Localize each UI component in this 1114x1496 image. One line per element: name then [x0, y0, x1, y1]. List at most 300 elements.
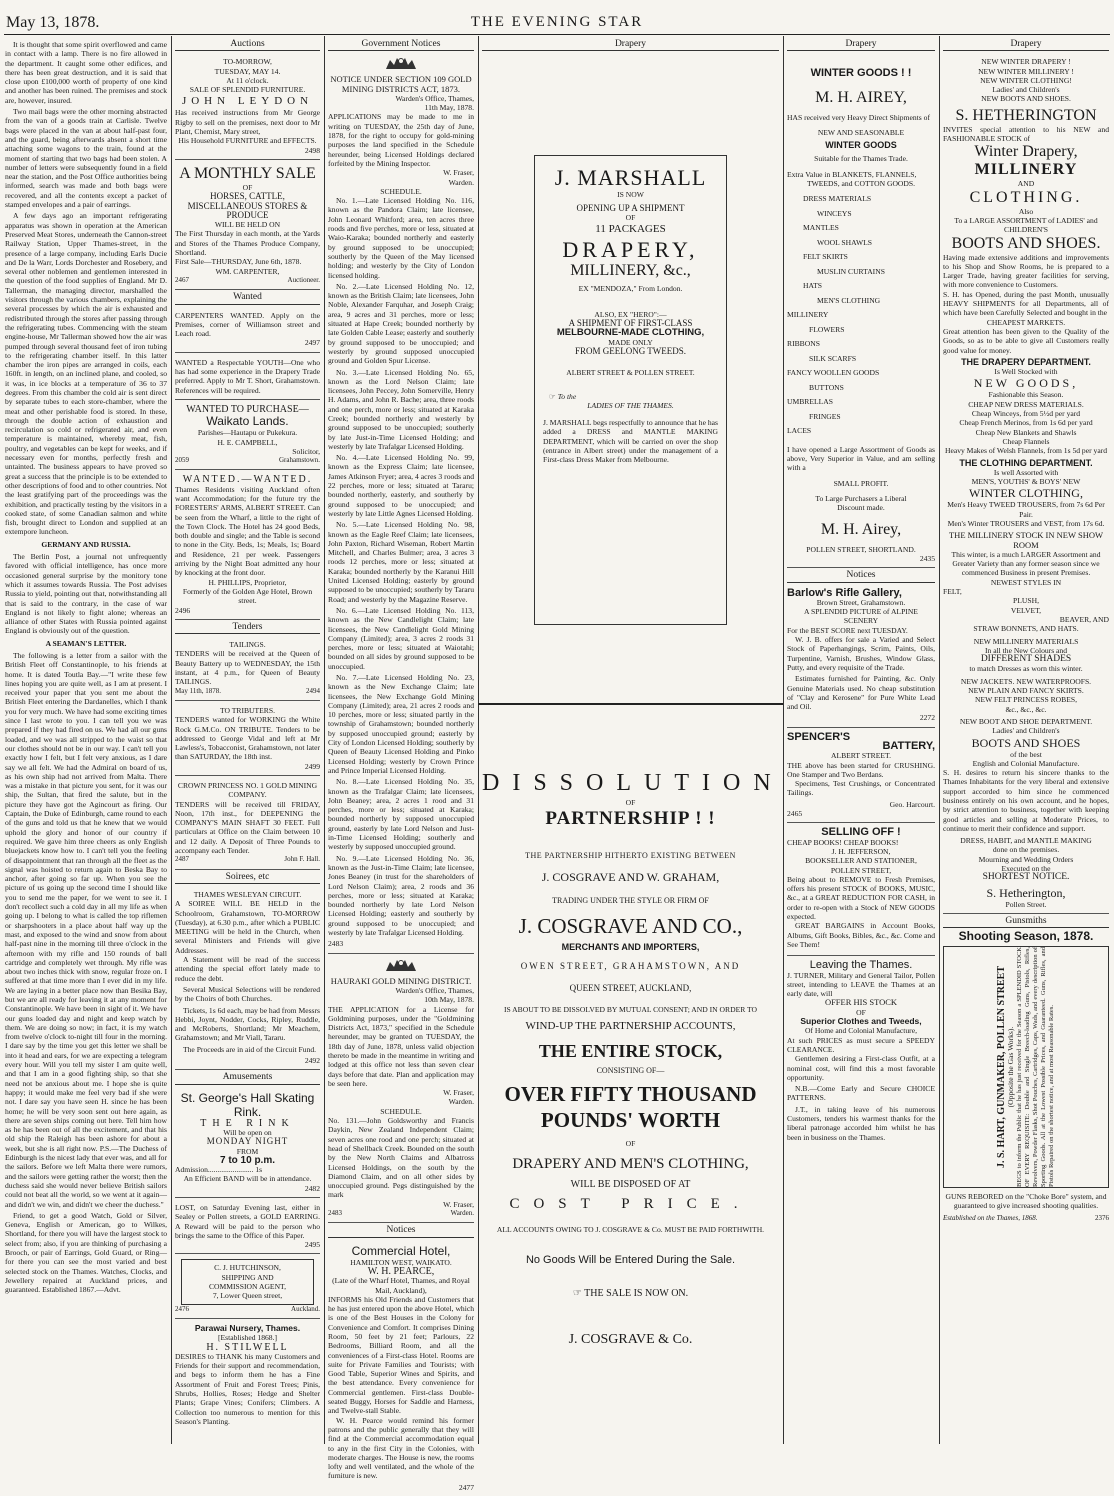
ad-line: BOOKSELLER AND STATIONER, — [805, 856, 917, 866]
royal-crest-icon — [384, 55, 418, 71]
goods-item: UMBRELLAS — [787, 397, 833, 407]
ad-body: I have opened a Large Assortment of Goods as above, Very Superior in Value, and am selling with a — [787, 444, 935, 473]
auction-line: SALE OF SPLENDID FURNITURE. — [189, 85, 306, 95]
ad-signature: John F. Hall. — [284, 855, 320, 864]
ad-line: An Efficient BAND will be in attendance. — [183, 1174, 312, 1184]
goods-item: MANTLES — [803, 223, 839, 233]
news-paragraph: The Berlin Post, a journal not unfrequently favored with official intelligence, has once more occasioned general surprise by the monitory tone which it assumes towards Russia. The Post advises Russia to yield, pointing out that, notwithstanding all that is said to the contrary, in the case of war England is not likely to fight alone; whereas an alliance of other States with Russia pointed against England is obviously out of the question. — [5, 552, 167, 636]
ad-line: LADIES OF THE THAMES. — [587, 400, 674, 410]
ad-line: CONSISTING OF— — [596, 1065, 665, 1075]
schedule-heading: SCHEDULE. — [380, 186, 422, 196]
ad-body: Specimens, Test Crushings, or Concentrated Tailings. — [787, 779, 935, 798]
section-heading-auctions: Auctions — [175, 40, 320, 51]
ad-body: Estimates furnished for Painting, &c. Only Genuine Materials used. No cheap substitution of "Clay and Kerosene" for Pure White Lead and Oil. — [787, 674, 935, 712]
ad-line: CHEAP BOOKS! CHEAP BOOKS! — [787, 837, 899, 847]
ad-body: TENDERS will be received at the Queen of Beauty Battery up to WEDNESDAY, the 15th instant, at 4 p.m., for Queen of Beauty TAILINGS. — [175, 649, 320, 687]
section-heading-soirees: Soirees, etc — [175, 873, 320, 884]
ad-title: CROWN PRINCESS NO. 1 GOLD MINING COMPANY. — [177, 781, 318, 800]
ad-line: Ladies' and Children's — [992, 85, 1060, 95]
ad-line: PLUSH, — [1013, 596, 1039, 606]
ad-title: CLOTHING. — [969, 188, 1083, 206]
ad-line: NEW AND SEASONABLE — [817, 127, 905, 137]
ad-body: This winter, is a much LARGER Assortment and Greater Variety than any former season since we commenced Business in present Premises. — [951, 549, 1101, 578]
ad-line: OFFER HIS STOCK — [824, 997, 898, 1008]
ad-line: OF — [242, 182, 253, 192]
ad-number: 2477 — [458, 1482, 474, 1492]
pointing-hand-icon: ☞ — [572, 1288, 585, 1300]
section-heading-notices: Notices — [328, 1226, 474, 1237]
ad-number: 2497 — [304, 338, 320, 348]
goods-list — [787, 192, 935, 439]
card-line: COMMISSION AGENT, — [208, 1282, 287, 1292]
ad-signature: H. STILWELL — [206, 1341, 289, 1353]
ad-line: Superior Clothes and Tweeds, — [800, 1016, 922, 1027]
ad-line: Is well Assorted with — [993, 467, 1059, 477]
ad-body: Thames Residents visiting Auckland often want Accommodation; for the future try the FORESTERS' ARMS, ALBERT STREET. Can be seen from the Wharf, a little to the right of the Town Clock. The Hotel has 24 good Beds, both double and single; and the Table is second to none in the City. Beds, 1s; Meals, 1s; Board and Residence, 21 per week. Passengers arriving by the Night Boat admitted any hour by knocking at the front door. — [175, 484, 320, 578]
ad-title: Parawai Nursery, Thames. — [194, 1322, 301, 1333]
sale-now-row — [482, 1289, 779, 1298]
ad-title: St. George's Hall Skating Rink. — [180, 1090, 315, 1119]
ad-title: J. S. HART, GUNMAKER, POLLEN STREET — [996, 965, 1007, 1168]
ad-line: Mourning and Wedding Orders — [978, 854, 1074, 864]
news-paragraphs — [5, 651, 167, 1294]
schedule-item: No. 8.—Late Licensed Holding No. 35, known as the Trafalgar Claim; late licensees, John Beaney; area, 2 acres 1 rood and 31 perches, more or less; situated at Karaka; bounded northerly by supposed unoccupied ground, easterly by late Lord Nelson and Just-in-Time Licensed Holding; southerly and westerly by supposed unoccupied ground. — [328, 777, 474, 852]
auctioneer-name: JOHN LEYDON — [181, 95, 314, 108]
schedule-item: No. 7.—Late Licensed Holding No. 23, known as the New Exchange Claim; late licensees, the New Exchange Gold Mining Company (Limited); area, 21 acres 2 roods and 10 perches, more or less; situated partly in the township of Grahamstown; bounded northerly by supposed unoccupied ground; easterly by City of London Licensed Holding; southerly by Queen of Beauty Licensed Holding and Pinko Licensed Holding; westerly by Crown Prince and Prince Imperial Licensed Holding. — [328, 673, 474, 775]
ad-body: LOST, on Saturday Evening last, either in Sealey or Pollen streets, a GOLD EARRING. A Reward will be paid to the person who brings the same to the Office of this Paper. — [175, 1202, 320, 1240]
goods-item: BUTTONS — [809, 382, 844, 392]
issue-date: May 13, 1878. — [6, 14, 100, 31]
section-heading-notices: Notices — [787, 571, 935, 582]
ad-body: W. J. B. offers for sale a Varied and Select Stock of Paperhangings, Scrim, Paints, Oils, Turpentine, Varnish, Brushes, Window Glass, Putty, and every requisite of the Trade. — [787, 635, 935, 672]
ad-title: SELLING OFF ! — [821, 826, 901, 839]
ad-title: NEW GOODS, — [973, 376, 1079, 391]
ad-body: APPLICATIONS may be made to me in writing on TUESDAY, the 25th day of June, 1878, for the right to occupy for gold-mining purposes the land specified in the Schedule hereunder, being Licensed Holdings declared forfeited by the Mining Inspector. — [328, 112, 474, 168]
ad-title: Leaving the Thames. — [809, 959, 913, 972]
notices-column — [328, 39, 474, 1492]
ad-title: BOOTS AND SHOES — [971, 735, 1081, 750]
ad-body: GUNS REBORED on the "Choke Bore" system, and guaranteed to give increased shooting qualities. — [945, 1191, 1107, 1210]
rotated-ad-text — [997, 947, 1055, 1187]
ad-signature: M. H. Airey, — [820, 520, 902, 538]
ad-line: ALL ACCOUNTS OWING TO J. COSGRAVE & Co. MUST BE PAID FORTHWITH. — [496, 1224, 765, 1234]
goods-item: WINCEYS — [817, 208, 852, 218]
section-rule — [478, 703, 783, 705]
ad-line: Parishes—Hautapu or Pukekura. — [197, 428, 298, 438]
ad-line: NEW FELT PRINCESS ROBES, — [975, 695, 1077, 705]
ad-line: OF — [625, 798, 636, 807]
ad-line: ALBERT STREET. — [830, 751, 891, 761]
schedule-heading: SCHEDULE. — [380, 1106, 422, 1116]
ad-line: (Late of the Wharf Hotel, Thames, and Royal Mail, Auckland), — [332, 1276, 470, 1295]
ad-line: THE RINK — [200, 1117, 295, 1129]
ad-title: BATTERY, — [882, 740, 935, 752]
ad-title: J. COSGRAVE AND CO., — [518, 914, 743, 939]
ad-line: 11 PACKAGES — [595, 223, 666, 236]
ad-body: Several Musical Selections will be rendered by the Choirs of both Churches. — [175, 984, 320, 1004]
ad-title: PARTNERSHIP ! ! — [545, 808, 716, 830]
ad-line: OF — [856, 1007, 866, 1017]
ad-body: A Statement will be read of the success attending the special effort lately made to reduce the debt. — [175, 955, 320, 983]
ad-line: STRAW BONNETS, AND HATS. — [973, 624, 1079, 634]
ad-signature: H. PHILLIPS, Proprietor, — [208, 577, 287, 587]
business-card — [175, 1257, 320, 1318]
tender-ad — [175, 779, 320, 870]
rifle-gallery-ad — [787, 587, 935, 728]
soiree-ad — [175, 888, 320, 1070]
ad-line: To a LARGE ASSORTMENT of LADIES' and CHILDREN'S — [954, 215, 1098, 235]
ad-body: GREAT BARGAINS in Account Books, Albums, Gift Books, Bibles, &c., &c. Come and See Them! — [787, 921, 935, 949]
ad-line: Established on the Thames, 1868. — [943, 1214, 1038, 1223]
masthead-rule — [4, 34, 1110, 35]
ad-body: TENDERS will be received till FRIDAY, Noon, 17th inst., for DEEPENING the COMPANY'S MAIN SHAFT 30 FEET. Full particulars at Office on the Claim between 10 and 12 daily. A Deposit of Three Pounds to accompany each Tender. — [175, 799, 320, 856]
ad-title: COST PRICE. — [509, 1195, 752, 1212]
royal-crest-icon — [384, 957, 418, 973]
marshall-column — [482, 40, 779, 700]
schedule-item: No. 3.—Late Licensed Holding No. 65, known as the Lord Nelson Claim; late licensees, John Peccey, John Somerville, Henry H. Adams, and John R. Bache; area, three roods and one perch, more or less; situated at Karaka Creek; bounded northerly and westerly by ground supposed to be unoccupied; southerly by late Just-in-Time Licensed Holding; and westerly by late Trafalgar Licensed Holding. — [328, 367, 474, 451]
ad-line: HAMILTON WEST, WAIKATO. — [350, 1257, 452, 1267]
ad-line: IS ABOUT TO BE DISSOLVED BY MUTUAL CONSENT; AND IN ORDER TO — [503, 1005, 758, 1015]
ad-line: MELBOURNE-MADE CLOTHING, — [556, 327, 705, 339]
news-heading-seaman: A SEAMAN'S LETTER. — [45, 638, 127, 648]
goods-item: MUSLIN CURTAINS — [817, 266, 885, 276]
ad-line: ALSO, EX "HERO":— — [594, 309, 667, 319]
ad-line: For the BEST SCORE next TUESDAY. — [787, 625, 908, 635]
schedule-item: No. 1.—Late Licensed Holding No. 116, known as the Pandora Claim; late licensee, John Leonard Whitford; area, ten acres three roods and five perches, more or less, situated at Waio-Karaka; bounded northerly and easterly by ground supposed to be unoccupied; southerly by the Queen of the May licensed holding; and westerly by the City of London licensed holding. — [328, 196, 474, 280]
ad-title: Barlow's Rifle Gallery, — [787, 586, 902, 599]
airey-column — [787, 40, 935, 1440]
gunsmith-ad — [943, 929, 1109, 1223]
ad-body: Being about to REMOVE to Fresh Premises, offers his present STOCK of BOOKS, MUSIC, &c., at a GREAT REDUCTION FOR CASH, in order to re-open with a Stock of NEW GOODS expected. — [787, 874, 935, 922]
cheap-goods-item: Heavy Makes of Welsh Flannels, from 1s 5d per yard — [944, 446, 1108, 456]
ad-title: Shooting Season, 1878. — [958, 929, 1094, 944]
news-paragraph: Two mail bags were the other morning abstracted from the van of a goods train at Carlisle. Twelve bags were placed in the van at about half-past four, and the guard, being afterwards absent a short time attaching some wagons to the train, found at the moment of starting that two bags had been stolen. A number of letters were subsequently found in a field near the station, and the Post Office authorities being informed, search was made and both bags were recovered, and all the contents except a packet of stamped envelopes and a pair of earrings. — [5, 107, 167, 210]
ad-line: NEW WINTER MILLINERY ! — [978, 66, 1074, 76]
ad-body: THE above has been started for CRUSHING. One Stamper and Two Berdans. — [787, 760, 935, 779]
ad-number: 2376 — [1095, 1214, 1109, 1223]
ad-line: Suitable for the Thames Trade. — [814, 154, 908, 164]
ad-title: THE CLOTHING DEPARTMENT. — [959, 457, 1093, 468]
ad-line: THE SALE IS NOW ON. — [584, 1288, 689, 1300]
ad-line: of the best — [1010, 749, 1042, 759]
ad-body: BEGS to inform the Public that he has just received for the Season a SPLENDID STOCK OF EVERY REQUISITE: Double and Single Breech-loading Guns, Pistols, Rifles, Revolvers, Powder Flasks, Shot Pouches, Cartridges, Caps, Wads, and every description of Sporting Goods. All at the Lowest Possible Prices, and Guaranteed. Guns, Rifles, and Pistols Repaired on the shortest notice, and at most Reasonable Rates. — [1015, 946, 1055, 1187]
card-name: C. J. HUTCHINSON, — [214, 1263, 281, 1273]
auction-line: TUESDAY, MAY 14. — [214, 66, 281, 76]
ad-title: TO TRIBUTERS. — [220, 705, 275, 715]
news-heading-germany: GERMANY AND RUSSIA. — [41, 539, 131, 549]
ad-signature: WM. CARPENTER, — [215, 266, 280, 276]
ad-number: 2059 — [175, 456, 189, 465]
auction-body: Has received instructions from Mr George Rigby to sell on the premises, next door to Mr Plant, Chemist, Mary street, — [175, 108, 320, 137]
ad-number: 2492 — [304, 1056, 320, 1066]
section-heading-gunsmiths: Gunsmiths — [943, 917, 1109, 928]
goods-item: MEN'S CLOTHING — [817, 295, 881, 305]
ad-line: 11th May, 1878. — [424, 103, 474, 113]
ad-line: POLLEN STREET, — [830, 865, 892, 875]
cosgrave-ad — [482, 708, 784, 1443]
ad-line: TRADING UNDER THE STYLE OR FIRM OF — [552, 895, 709, 905]
goods-item: FANCY WOOLLEN GOODS — [787, 368, 880, 378]
auction-line: At 11 o'clock. — [226, 75, 269, 85]
ad-body: INVITES special attention to his NEW and FASHIONABLE STOCK of — [943, 124, 1109, 144]
news-paragraph: Friend, to get a good Watch, Gold or Silver, Geneva, English or American, go to Wilkes, Shortland, for there you will have the largest stock to select from; also, if you are thinking of purchasing a Brooch, or pair of Earrings, Gold Guard, or Ring—for there you can see the most varied and best selected stock on the Thames. Watches, Clocks, and Jewellery repaired at Auckland prices, and guaranteed. Established 1867.—Advt. — [5, 1210, 167, 1295]
ad-role: Auctioneer. — [287, 275, 320, 284]
marshall-ad — [534, 155, 727, 625]
news-paragraph: It is thought that some spirit overflowed and came in contact with a lamp. There is no fire allowed in the department. It caught some other edifices, and there has been great destruction, and it is said that close upon £100,000 worth of property of one kind and another has been ruined. The premises and stock are, however, insured. — [5, 40, 167, 105]
ad-number: 2483 — [328, 939, 344, 949]
ad-line: TWEEDS, and COTTON GOODS. — [806, 179, 916, 189]
ad-line: (Opposite the Gas Works). — [1006, 1026, 1016, 1107]
ad-line: Discount made. — [837, 503, 885, 513]
ad-title: THE ENTIRE STOCK, — [538, 1040, 723, 1061]
ad-number: 2435 — [919, 553, 935, 563]
ad-number: 2494 — [306, 686, 320, 695]
ad-line: Warden's Office, Thames, — [395, 985, 474, 995]
masthead — [0, 0, 1114, 34]
ad-line: Of Home and Colonial Manufacture, — [805, 1026, 917, 1036]
ad-body: First Sale—THURSDAY, June 6th, 1878. — [175, 257, 302, 267]
news-column — [5, 40, 167, 1440]
ad-line: CHEAPEST MARKETS. — [986, 317, 1066, 327]
monthly-sale-ad — [175, 163, 320, 290]
ad-number: 2465 — [787, 809, 803, 819]
ad-date: May 11th, 1878. — [175, 686, 222, 695]
ad-body: INFORMS his Old Friends and Customers that he has just entered upon the above Hotel, which is one of the Best Houses in the Colony for Convenience and Comfort. It comprises Dining Room, 50 feet by 21 feet; Parlours, 22 Bedrooms, Billiard Room, and all the conveniences of a First-class Hotel. Rooms are suite for Private Families and Tourists; with Good Table, Superior Wines and Spirits, and the best attendance. Every convenience for Commercial gentlemen. First-class Double-seated Buggy, Horses for Saddle and Harness, and Twelve-stall Stable. — [328, 1294, 474, 1416]
ad-line: ALBERT STREET & POLLEN STREET. — [566, 368, 695, 378]
ad-body: CARPENTERS WANTED. Apply on the Premises, corner of Williamson street and Leach road. — [175, 310, 320, 339]
ad-signature: Geo. Harcourt. — [889, 799, 935, 809]
ad-line: POLLEN STREET, SHORTLAND. — [806, 544, 916, 554]
ad-line: OF — [625, 212, 636, 222]
ad-body: DESIRES to THANK his many Customers and Friends for their support and recommendation, and begs to inform them he has a Fine Assortment of Fruit and Forest Trees; Pinis, Shrubs, Hollies, Roses; Hedge and Shelter Plants; Grape Vines; Conifers; Climbers. A Collection too numerous to mention for this Season's Planting. — [175, 1351, 320, 1426]
ad-signature: S. Hetherington, — [986, 885, 1066, 900]
ad-title: HAURAKI GOLD MINING DISTRICT. — [330, 975, 472, 986]
ad-line: FROM GEELONG TWEEDS. — [574, 345, 687, 356]
section-heading-drapery: Drapery — [943, 40, 1109, 51]
goods-item: RIBBONS — [787, 339, 820, 349]
ad-line: A SPLENDID PICTURE of ALPINE SCENERY — [804, 607, 918, 626]
pointing-hand-icon: ☞ — [549, 391, 558, 401]
ad-line: MEN'S, YOUTHS' & BOYS' NEW — [971, 477, 1081, 487]
ad-line: &c., &c., &c. — [1005, 704, 1047, 714]
ad-signature: W. H. PEARCE, — [367, 1265, 435, 1277]
ad-title: MILLINERY — [974, 161, 1078, 179]
warden-notice — [328, 73, 474, 953]
ad-line: NEW WINTER CLOTHING! — [980, 75, 1072, 85]
ad-title: WINTER CLOTHING, — [969, 486, 1083, 501]
cheap-goods-list — [943, 400, 1109, 456]
ad-number: 2483 — [328, 1209, 342, 1218]
ad-number: 2499 — [304, 761, 320, 771]
ad-line: MONDAY NIGHT — [206, 1136, 289, 1147]
column-rule — [783, 36, 784, 1444]
ad-line: WILL BE HELD ON — [214, 220, 281, 230]
ad-body: Tickets, 1s 6d each, may be had from Messrs Hebbi, Joynt, Nodder, Cocks, Ripley, Ruddle, and McRoberts, Shortland; Mr Meachem, Grahamstown; and Mr Viall, Tararu. — [175, 1005, 320, 1043]
ad-number: 2496 — [175, 605, 191, 615]
ad-line: DRESS, HABIT, and MANTLE MAKING — [960, 836, 1092, 846]
ad-line: DIFFERENT SHADES — [980, 654, 1072, 665]
ad-body: S. H. has Opened, during the past Month, unusually HEAVY SHIPMENTS for all Departments, all of which have been Carefully Selected and bought in the — [943, 289, 1109, 318]
ad-body: The Proceeds are in aid of the Circuit Fund. — [183, 1044, 317, 1054]
ad-role: Warden. — [448, 1097, 474, 1107]
ad-title: SPENCER'S — [787, 730, 851, 743]
wanted-ad — [175, 403, 320, 470]
ad-body: N.B.—Come Early and Secure CHOICE PATTERNS. — [787, 1084, 935, 1103]
ads-column — [175, 40, 320, 1440]
ad-line: J. COSGRAVE AND W. GRAHAM, — [541, 869, 720, 884]
rotated-ad-box — [943, 946, 1109, 1188]
ad-role: Warden. — [450, 1209, 474, 1218]
cheap-goods-item: Cheap New Blankets and Shawls — [975, 427, 1077, 437]
tender-ad — [175, 638, 320, 701]
ad-line: FELT, — [943, 587, 962, 597]
card-line: SHIPPING AND — [221, 1272, 274, 1282]
bookseller-ad — [787, 826, 935, 956]
news-paragraph: The following is a letter from a sailor with the British Fleet off Constantinople, to his friends at home. It is dated Toutla Bay.—"I write these few lines hoping you are quite well, as I am at present. I received your paper that you sent me about the British Fleet entering the Dardanelles, which I thank you for very much. We have had some exciting times since I last wrote to you. I can tell you we was prepared if they had fired on us. We had all our guns loaded, and we was all stripped to the waist so that our clothes should not be in our way. I can't tell you exactly how I felt, but I felt very anxious, as I dare say we all felt. We had the Admiral on board of us, as his own ship had not arrived from Malta. There was a mistake in that picture you sent, for it was our ship, the Sultan, that fired the salute, but in the picture they have got the Agincourt as firing. Our Captain, the Duke of Edinburgh, came round to each of the guns and told us that he knew that we would uphold the glory and honor of our country if required. We gave him three cheers as only English bluejackets know how to. I can't tell you the feeling of disappointment that ran through all the fleet as the signal was hoisted to return again to Beska Bay to anchor, after going so far up. When you see the picture of us going up the second time I should like you to send me the paper, for we went to see it. I don't recollect such a cold day in all my life as when going up. I belong to what is called the top riflemen or sharpshooters in a place about half way up the mast, and exposed to the wind and snow from about half-past nine in the morning till three o'clock in the afternoon with my rifle and 150 rounds of ball cartridge and completely wet through. My rifle was about two inches thick with snow, regular froze on. I suffered at that time more than I ever did in my life. We are laying in a better place now than Besika Bay, but we are all ready for leaving it at any moment for Constantinople. We have been in sight of it. We have our guns loaded day and night and keep watch by them. We are doing so now; in fact, it is my watch from twelve o'clock to-night till four in the morning. I dare say by the time you get this letter we shall be into it head and ears, for we are expecting a telegram every hour. Will you tell my sister I am quite well, and that I am in a good fighting ship, so that she need not be anxious about me. I hope she is quite happy; it would make me feel very bad if she were not. I dare say you have seen H. since he has been home; he will be very soon sent out here again, as there are seven ships coming out here. Tell him how as he has been out of all the excitement, and that his old ship the Raleigh has been ashore for about a week, but she is all right now. P.S.—The Duchess of Edinburgh is the nicest lady that ever was, and all for the sailors. Before we left Malta there were rumors, and the sailors were getting rather the worst; then the duchess said she would never believe British sailors could not beat all the world, so we went at it again—and didn't we win, and didn't we cheer the duchess." — [5, 651, 167, 1209]
news-paragraph: A few days ago an important refrigerating apparatus was shown in operation at the American Preserved Meat Stores, underneath the Cannon-street Railway Station, Upper Thames-street, in the presence of a large company, including Earls Ducie and De la Warr, Lords Dorchester and Rosebery, and several other noblemen and gentlemen interested in the question of the food supplies of England. Mr D. Tallerman, the managing director, marshalled the visitors through the various chambers, explaining the several processes by which the air is exhausted and redistributed through the stores after passing through the refrigerating tubes. Commencing with the steam engine-house, Mr Tallerman showed how the air was pumped through several thousand feet of iron tubing to the refrigerating chamber itself. In this latter chamber the iron pipes are arranged in coils, each 160ft. in length, on an inclined plane, and cooled, so it was, in ice blocks at a temperature of 36 to 37 degrees. From this chamber the cold air is sent direct by separate tubes to each store-chamber, where the meat and other perishable food is stored. In these, through the double action of exhaustion and recirculation so cold or refrigerated air, and even temperature is maintained, whereby meat, fish, poultry, and vegetables can be kept for weeks, and if necessary even for months, perfectly fresh and untainted. The business appears to have proved so great a success that the principle is to be extended to other descriptions of food and to other countries. Not the least gratifying part of the proceedings was the exhibition, and practically testing by the visitors in a cooked state, of some Canadian salmon and white fish, brought direct to London and supplied at an extempore luncheon. — [5, 211, 167, 537]
ad-line: A SHIPMENT OF FIRST-CLASS — [568, 318, 693, 329]
ad-title: WANTED.—WANTED. — [182, 474, 313, 486]
ad-line: Men's Heavy TWEED TROUSERS, from 7s 6d Per Pair. — [947, 500, 1105, 519]
goods-item: WOOL SHAWLS — [817, 237, 873, 247]
ad-number: 2498 — [304, 145, 320, 155]
ad-body: J. TURNER, Military and General Tailor, Pollen street, intending to LEAVE the Thames at an early date, will — [787, 970, 935, 999]
ad-signature: H. E. CAMPBELL, — [217, 437, 278, 447]
ad-title: MILLINERY, &c., — [570, 262, 691, 280]
schedule-item: No. 6.—Late Licensed Holding No. 113, known as the New Candlelight Claim; late licensees, the New Candlelight Gold Mining Company (Limited); area, 3 acres 2 roods 31 perches, more or less; situated at Waiotahi; bounded on all sides by ground supposed to be unoccupied. — [328, 605, 474, 671]
ad-line: To the — [557, 391, 577, 401]
ad-line: Extra Value in BLANKETS, FLANNELS, — [787, 169, 917, 179]
ad-line: NEW BOOTS AND SHOES. — [981, 94, 1071, 104]
ad-line: In all the New Colours and — [984, 645, 1068, 655]
section-heading-tenders: Tenders — [175, 623, 320, 634]
card-city: Auckland. — [291, 1304, 320, 1313]
ad-signature: J. COSGRAVE & Co. — [568, 1331, 693, 1347]
ad-signature: W. Fraser, — [443, 168, 474, 178]
ad-line: Admission........................ 1s — [175, 1165, 263, 1175]
column-rule — [324, 36, 325, 1444]
ad-line: To Large Purchasers a Liberal — [815, 494, 907, 504]
ad-body: TENDERS wanted for WORKING the White Rock G.M.Co. ON TRIBUTE. Tenders to be addressed to George Vidal and left at Mr Lawless's, Tobacconist, Grahamstown, not later than SATURDAY, the 18th inst. — [175, 715, 320, 762]
column-rule — [939, 36, 940, 1444]
cheap-goods-item: CHEAP NEW DRESS MATERIALS. — [968, 399, 1084, 409]
ad-line: WIND-UP THE PARTNERSHIP ACCOUNTS, — [525, 1020, 736, 1033]
pointing-hand-row — [543, 392, 718, 401]
ad-number: 2467 — [175, 275, 189, 284]
tender-ad — [175, 704, 320, 776]
ad-body: Great attention has been given to the Quality of the Goods, so as to be able to give all Customers really good value for money. — [943, 326, 1109, 355]
ad-line: to match Dresses as worn this winter. — [969, 664, 1083, 674]
ad-line: NEW WINTER DRAPERY ! — [981, 57, 1071, 67]
ad-body: J.T., in taking leave of his numerous Customers, tenders his warmest thanks for the liberal patronage accorded him whilst he has been in business on the Thames. — [787, 1104, 935, 1142]
schedule-list — [328, 196, 474, 937]
ad-line: Ladies' and Children's — [992, 726, 1060, 736]
wanted-ad — [175, 309, 320, 353]
column-rule — [478, 36, 479, 1444]
ad-line: NEW PLAIN AND FANCY SKIRTS. — [968, 686, 1084, 696]
ad-title: BOOTS AND SHOES. — [951, 234, 1101, 252]
ad-role: Solicitor, — [292, 446, 320, 456]
section-heading-government: Government Notices — [328, 40, 474, 51]
ad-line: HORSES, CATTLE, MISCELLANEOUS STORES & PRODUCE — [187, 191, 308, 220]
ad-line: Brown Street, Grahamstown. — [816, 597, 906, 607]
ad-title: Commercial Hotel, — [351, 1243, 451, 1258]
lost-ad — [175, 1201, 320, 1254]
ad-line: Warden's Office, Thames, — [395, 93, 474, 103]
ad-title: M. H. AIREY, — [815, 88, 907, 106]
ad-line: Pollen Street. — [1005, 899, 1047, 909]
ad-line: EX "MENDOZA," From London. — [578, 284, 683, 294]
ad-line: NEWEST STYLES IN — [990, 577, 1062, 587]
newspaper-title: THE EVENING STAR — [470, 14, 644, 30]
auction-body: His Household FURNITURE and EFFECTS. — [178, 136, 317, 146]
ad-role: Warden. — [448, 177, 474, 187]
ad-line: Formerly of the Golden Age Hotel, Brown street. — [182, 586, 313, 606]
ad-body: S. H. desires to return his sincere thanks to the Thames Inhabitants for the very liberal and extensive support accorded to him since he commenced business entirely on his own account, and he hopes, by strict attention to business, together with keeping good articles and selling at Moderate Prices, to continue to merit their confidence and support. — [943, 768, 1109, 833]
ad-title: THE DRAPERY DEPARTMENT. — [961, 356, 1091, 367]
ad-line: Fashionable this Season. — [988, 390, 1064, 400]
ad-line: Will be open on — [223, 1127, 272, 1137]
ad-line: Executed on the — [1001, 864, 1051, 874]
battery-ad — [787, 731, 935, 824]
auction-line: TO-MORROW, — [223, 57, 272, 67]
ad-line: VELVET, — [1010, 605, 1042, 615]
ad-line: 10th May, 1878. — [424, 995, 474, 1005]
ad-title: DRAPERY AND MEN'S CLOTHING, — [512, 1156, 749, 1173]
ad-line: done on the premises. — [992, 845, 1060, 855]
ad-line: Men's Winter TROUSERS and VEST, from 17s 6d. — [947, 518, 1105, 528]
ad-title: J. MARSHALL — [554, 165, 707, 191]
ad-body: Having made extensive additions and improvements to his Shop and Show Rooms, he is prepared to a Larger Trade, having greater facilities for serving, with more convenience to Customers. — [943, 252, 1109, 290]
ad-body: W. H. Pearce would remind his former patrons and the public generally that they will find at the Commercial accommodation equal to any in the first City in the Colonies, with moderate charges. The House is new, the rooms lofty and well ventilated, and the whole of the furniture is new. — [328, 1415, 474, 1481]
tailor-ad — [787, 959, 935, 1148]
ad-line: OPENING UP A SHIPMENT — [576, 202, 685, 213]
card-line: 7, Lower Queen street, — [212, 1291, 283, 1301]
schedule-item: No. 5.—Late Licensed Holding No. 98, known as the Eagle Reef Claim; late licensees, John Paxton, Richard Wiseman, Robert Martin Mitchell, and Charles Bulmer; area, 3 acres 3 roods 12 perches, more or less; situated at Karaka; bounded northerly by the Karanui Hill United Licensed Holding; easterly by ground supposed to be unoccupied; southerly by Tararu Road; and westerly by the Magazine Reserve. — [328, 520, 474, 604]
schedule-item: No. 2.—Late Licensed Holding No. 12, known as the British Claim; late licensees, John Noble, Alexander Farquhar, and Joseph Craig; area, 9 acres and 31 perches, more or less; situated at Hape Creek; bounded northerly by late Golden Cable Lease; easterly and southerly by ground supposed to be unoccupied; and westerly by ground supposed unoccupied ground and Golden Spur License. — [328, 281, 474, 366]
ad-line: Also — [1018, 206, 1034, 216]
section-heading-amusements: Amusements — [175, 1073, 320, 1084]
ad-line: SHORTEST NOTICE. — [982, 872, 1070, 883]
ad-line: [Established 1868.] — [217, 1333, 278, 1343]
hotel-ad — [328, 1242, 474, 1496]
ad-line: MADE ONLY — [608, 337, 653, 347]
ad-number: 2482 — [304, 1183, 320, 1193]
ad-line: OF — [625, 1138, 636, 1148]
ad-title: Winter Drapery, — [974, 143, 1078, 161]
ad-title: A MONTHLY SALE — [179, 164, 316, 182]
ad-title: DRAPERY, — [562, 237, 699, 263]
ad-line: WINTER GOODS — [825, 140, 897, 151]
auction-notice — [175, 55, 320, 160]
ad-body: Gentlemen desiring a First-class Outfit, at a nominal cost, will find this a most favorable opportunity. — [787, 1054, 935, 1082]
goods-item: MILLINERY — [787, 310, 829, 320]
ad-title: THE MILLINERY STOCK IN NEW SHOW ROOM — [948, 530, 1103, 550]
ad-body: THE APPLICATION for a License for Goldmining purposes, under the "Goldmining Districts Act, 1873," specified in the Schedule hereunder, may be granted on TUESDAY, the 18th day of June, 1878, unless valid objection thereto be made in the meantime in writing and lodged at this office not less than seven clear days before that date. Plan and application may be seen here. — [328, 1004, 474, 1088]
ad-line: At such PRICES as must secure a SPEEDY CLEARANCE. — [787, 1035, 935, 1054]
ad-line: NEW JACKETS. NEW WATERPROOFS. — [960, 676, 1092, 686]
ad-title: THAMES WESLEYAN CIRCUIT. — [193, 889, 302, 899]
ad-line: 7 to 10 p.m. — [219, 1154, 275, 1166]
section-heading-wanted: Wanted — [175, 293, 320, 304]
wanted-ad — [175, 356, 320, 400]
ad-place: Grahamstown. — [278, 456, 320, 465]
ad-title: NOTICE UNDER SECTION 109 GOLD MINING DISTRICTS ACT, 1873. — [330, 74, 472, 94]
ad-line: MERCHANTS AND IMPORTERS, — [561, 942, 700, 953]
ad-title: DISSOLUTION — [482, 770, 784, 796]
hetherington-ad — [943, 55, 1109, 914]
cheap-goods-item: Cheap Winceys, from 5½d per yard — [971, 409, 1081, 419]
